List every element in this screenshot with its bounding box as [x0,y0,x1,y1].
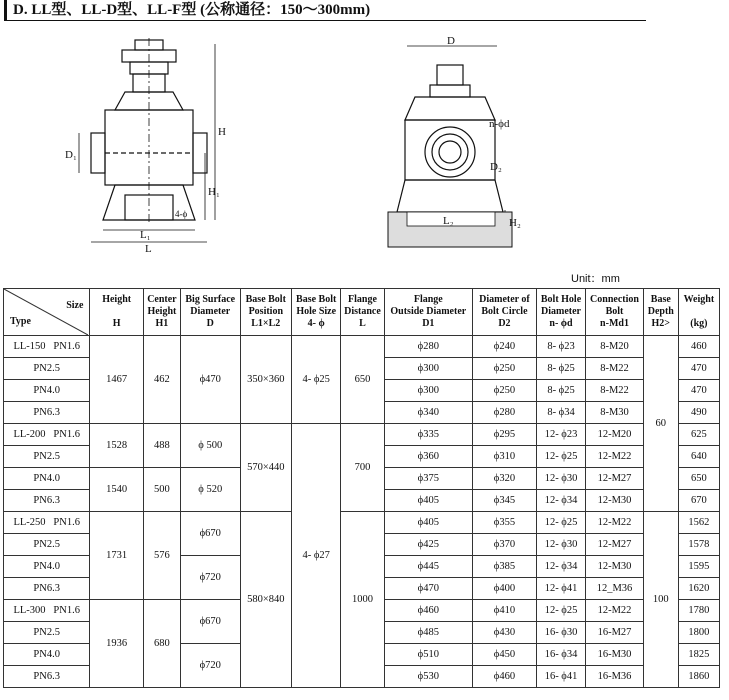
spec-table [3,288,720,688]
header-base-depth: Base Depth H2> [643,289,678,336]
bolt-hole-cell: 12- ϕ30 [536,468,585,490]
bolt-hole-cell: 8- ϕ23 [536,336,585,358]
conn-bolt-cell: 12-M27 [586,534,644,556]
height-cell: 1467 [90,336,143,424]
pressure-cell: PN4.0 [4,468,90,490]
header-connection-bolt: Connection Bolt n-Md1 [586,289,644,336]
label-l1: L₁ [140,229,151,241]
weight-cell: 670 [678,490,719,512]
conn-bolt-cell: 12-M22 [586,512,644,534]
big-surface-cell: ϕ 520 [180,468,240,512]
type-cell: LL-300 PN1.6 [4,600,90,622]
d2-cell: ϕ460 [473,666,537,688]
d2-cell: ϕ400 [473,578,537,600]
d1-cell: ϕ445 [384,556,472,578]
pressure-cell: PN2.5 [4,446,90,468]
d2-cell: ϕ310 [473,446,537,468]
base-depth-cell: 60 [643,336,678,512]
conn-bolt-cell: 16-M27 [586,622,644,644]
conn-bolt-cell: 12-M30 [586,556,644,578]
base-bolt-pos-cell: 570×440 [240,424,291,512]
d2-cell: ϕ295 [473,424,537,446]
pressure-cell: PN6.3 [4,490,90,512]
header-bolt-circle: Diameter of Bolt Circle D2 [473,289,537,336]
pressure-cell: PN2.5 [4,534,90,556]
table-row [4,424,720,446]
bolt-hole-cell: 12- ϕ30 [536,534,585,556]
conn-bolt-cell: 16-M30 [586,644,644,666]
label-d: D [447,35,455,47]
d2-cell: ϕ250 [473,380,537,402]
weight-cell: 640 [678,446,719,468]
pressure-cell: PN4.0 [4,556,90,578]
flange-distance-cell: 650 [341,336,384,424]
bolt-hole-cell: 12- ϕ25 [536,446,585,468]
bolt-hole-cell: 8- ϕ25 [536,380,585,402]
d2-cell: ϕ385 [473,556,537,578]
type-cell: LL-250 PN1.6 [4,512,90,534]
pressure-cell: PN6.3 [4,666,90,688]
weight-cell: 1825 [678,644,719,666]
weight-cell: 625 [678,424,719,446]
label-h1: H₁ [208,186,220,198]
base-bolt-hole-cell: 4- ϕ27 [292,424,341,688]
bolt-hole-cell: 8- ϕ25 [536,358,585,380]
conn-bolt-cell: 8-M22 [586,358,644,380]
center-height-cell: 462 [143,336,180,424]
weight-cell: 1578 [678,534,719,556]
weight-cell: 460 [678,336,719,358]
conn-bolt-cell: 12-M27 [586,468,644,490]
label-d1: D₁ [65,149,77,161]
header-big-surface: Big Surface Diameter D [180,289,240,336]
type-cell: LL-200 PN1.6 [4,424,90,446]
base-bolt-pos-cell: 350×360 [240,336,291,424]
bolt-hole-cell: 12- ϕ25 [536,512,585,534]
d2-cell: ϕ410 [473,600,537,622]
header-size-type [4,289,90,336]
d1-cell: ϕ300 [384,358,472,380]
bolt-hole-cell: 12- ϕ41 [536,578,585,600]
d1-cell: ϕ280 [384,336,472,358]
conn-bolt-cell: 16-M36 [586,666,644,688]
header-type: Type [10,316,31,327]
table-row [4,512,720,534]
body [405,120,495,180]
d1-cell: ϕ375 [384,468,472,490]
pressure-cell: PN6.3 [4,402,90,424]
header-row [4,289,720,336]
title-divider [4,20,646,21]
height-cell: 1936 [90,600,143,688]
bolt-hole-cell: 12- ϕ34 [536,490,585,512]
d1-cell: ϕ510 [384,644,472,666]
conn-bolt-cell: 12-M22 [586,600,644,622]
bolt-hole-cell: 12- ϕ34 [536,556,585,578]
header-base-bolt-hole: Base Bolt Hole Size 4- ϕ [292,289,341,336]
d1-cell: ϕ340 [384,402,472,424]
weight-cell: 470 [678,358,719,380]
base-depth-cell: 100 [643,512,678,688]
pressure-cell: PN6.3 [4,578,90,600]
conn-bolt-cell: 12-M30 [586,490,644,512]
d1-cell: ϕ405 [384,490,472,512]
d1-cell: ϕ335 [384,424,472,446]
diagonal-divider [4,289,88,335]
big-surface-cell: ϕ670 [180,512,240,556]
weight-cell: 1595 [678,556,719,578]
base-bolt-pos-cell: 580×840 [240,512,291,688]
header-bolt-hole-diameter: Bolt Hole Diameter n- ϕd [536,289,585,336]
conn-bolt-cell: 8-M20 [586,336,644,358]
right-side-drawing [385,30,535,265]
weight-cell: 1800 [678,622,719,644]
conn-bolt-cell: 12-M22 [586,446,644,468]
conn-bolt-cell: 8-M22 [586,380,644,402]
base-bolt-hole-cell: 4- ϕ25 [292,336,341,424]
label-l: L [145,243,152,255]
label-d2: D₂ [490,161,502,173]
d2-cell: ϕ345 [473,490,537,512]
conn-bolt-cell: 12-M20 [586,424,644,446]
d2-cell: ϕ320 [473,468,537,490]
bolt-hole-cell: 16- ϕ30 [536,622,585,644]
pressure-cell: PN2.5 [4,622,90,644]
left-elevation-drawing [55,30,235,260]
d1-cell: ϕ530 [384,666,472,688]
header-size: Size [66,300,84,311]
conn-bolt-cell: 8-M30 [586,402,644,424]
d2-cell: ϕ430 [473,622,537,644]
bolt-hole-cell: 8- ϕ34 [536,402,585,424]
left-flange [91,133,105,173]
d2-cell: ϕ370 [473,534,537,556]
header-base-bolt-position: Base Bolt Position L1×L2 [240,289,291,336]
d2-cell: ϕ450 [473,644,537,666]
big-surface-cell: ϕ670 [180,600,240,644]
d2-cell: ϕ355 [473,512,537,534]
header-flange-distance: Flange Distance L [341,289,384,336]
d2-cell: ϕ280 [473,402,537,424]
header-center-height: Center Height H1 [143,289,180,336]
flange-distance-cell: 700 [341,424,384,512]
big-surface-cell: ϕ720 [180,556,240,600]
big-surface-cell: ϕ720 [180,644,240,688]
d1-cell: ϕ460 [384,600,472,622]
header-height: Height H [90,289,143,336]
bolt-hole-cell: 16- ϕ41 [536,666,585,688]
height-cell: 1731 [90,512,143,600]
weight-cell: 470 [678,380,719,402]
center-height-cell: 500 [143,468,180,512]
d1-cell: ϕ405 [384,512,472,534]
d2-cell: ϕ240 [473,336,537,358]
type-cell: LL-150 PN1.6 [4,336,90,358]
unit-label: Unit：mm [571,273,620,285]
big-surface-cell: ϕ 500 [180,424,240,468]
center-height-cell: 576 [143,512,180,600]
bolt-hole-cell: 12- ϕ25 [536,600,585,622]
center-height-cell: 488 [143,424,180,468]
conn-bolt-cell: 12_M36 [586,578,644,600]
weight-cell: 1780 [678,600,719,622]
d1-cell: ϕ360 [384,446,472,468]
bolt-hole-cell: 16- ϕ34 [536,644,585,666]
table-row [4,336,720,358]
d2-cell: ϕ250 [473,358,537,380]
weight-cell: 650 [678,468,719,490]
big-surface-cell: ϕ470 [180,336,240,424]
d1-cell: ϕ470 [384,578,472,600]
header-weight: Weight (kg) [678,289,719,336]
pressure-cell: PN4.0 [4,644,90,666]
pressure-cell: PN4.0 [4,380,90,402]
height-cell: 1528 [90,424,143,468]
label-h: H [218,126,226,138]
label-l2: L₂ [443,215,454,227]
bolt-hole-cell: 12- ϕ23 [536,424,585,446]
height-cell: 1540 [90,468,143,512]
page-title: D. LL型、LL-D型、LL-F型 (公称通径：150～300mm) [4,0,370,20]
d1-cell: ϕ425 [384,534,472,556]
weight-cell: 1860 [678,666,719,688]
label-h2: H₂ [509,217,521,229]
weight-cell: 1562 [678,512,719,534]
d1-cell: ϕ485 [384,622,472,644]
label-nd: n-ϕd [489,118,510,130]
label-bolt: 4-ϕ [175,209,188,219]
header-flange-od: Flange Outside Diameter D1 [384,289,472,336]
d1-cell: ϕ300 [384,380,472,402]
center-height-cell: 680 [143,600,180,688]
weight-cell: 490 [678,402,719,424]
weight-cell: 1620 [678,578,719,600]
flange-distance-cell: 1000 [341,512,384,688]
pressure-cell: PN2.5 [4,358,90,380]
